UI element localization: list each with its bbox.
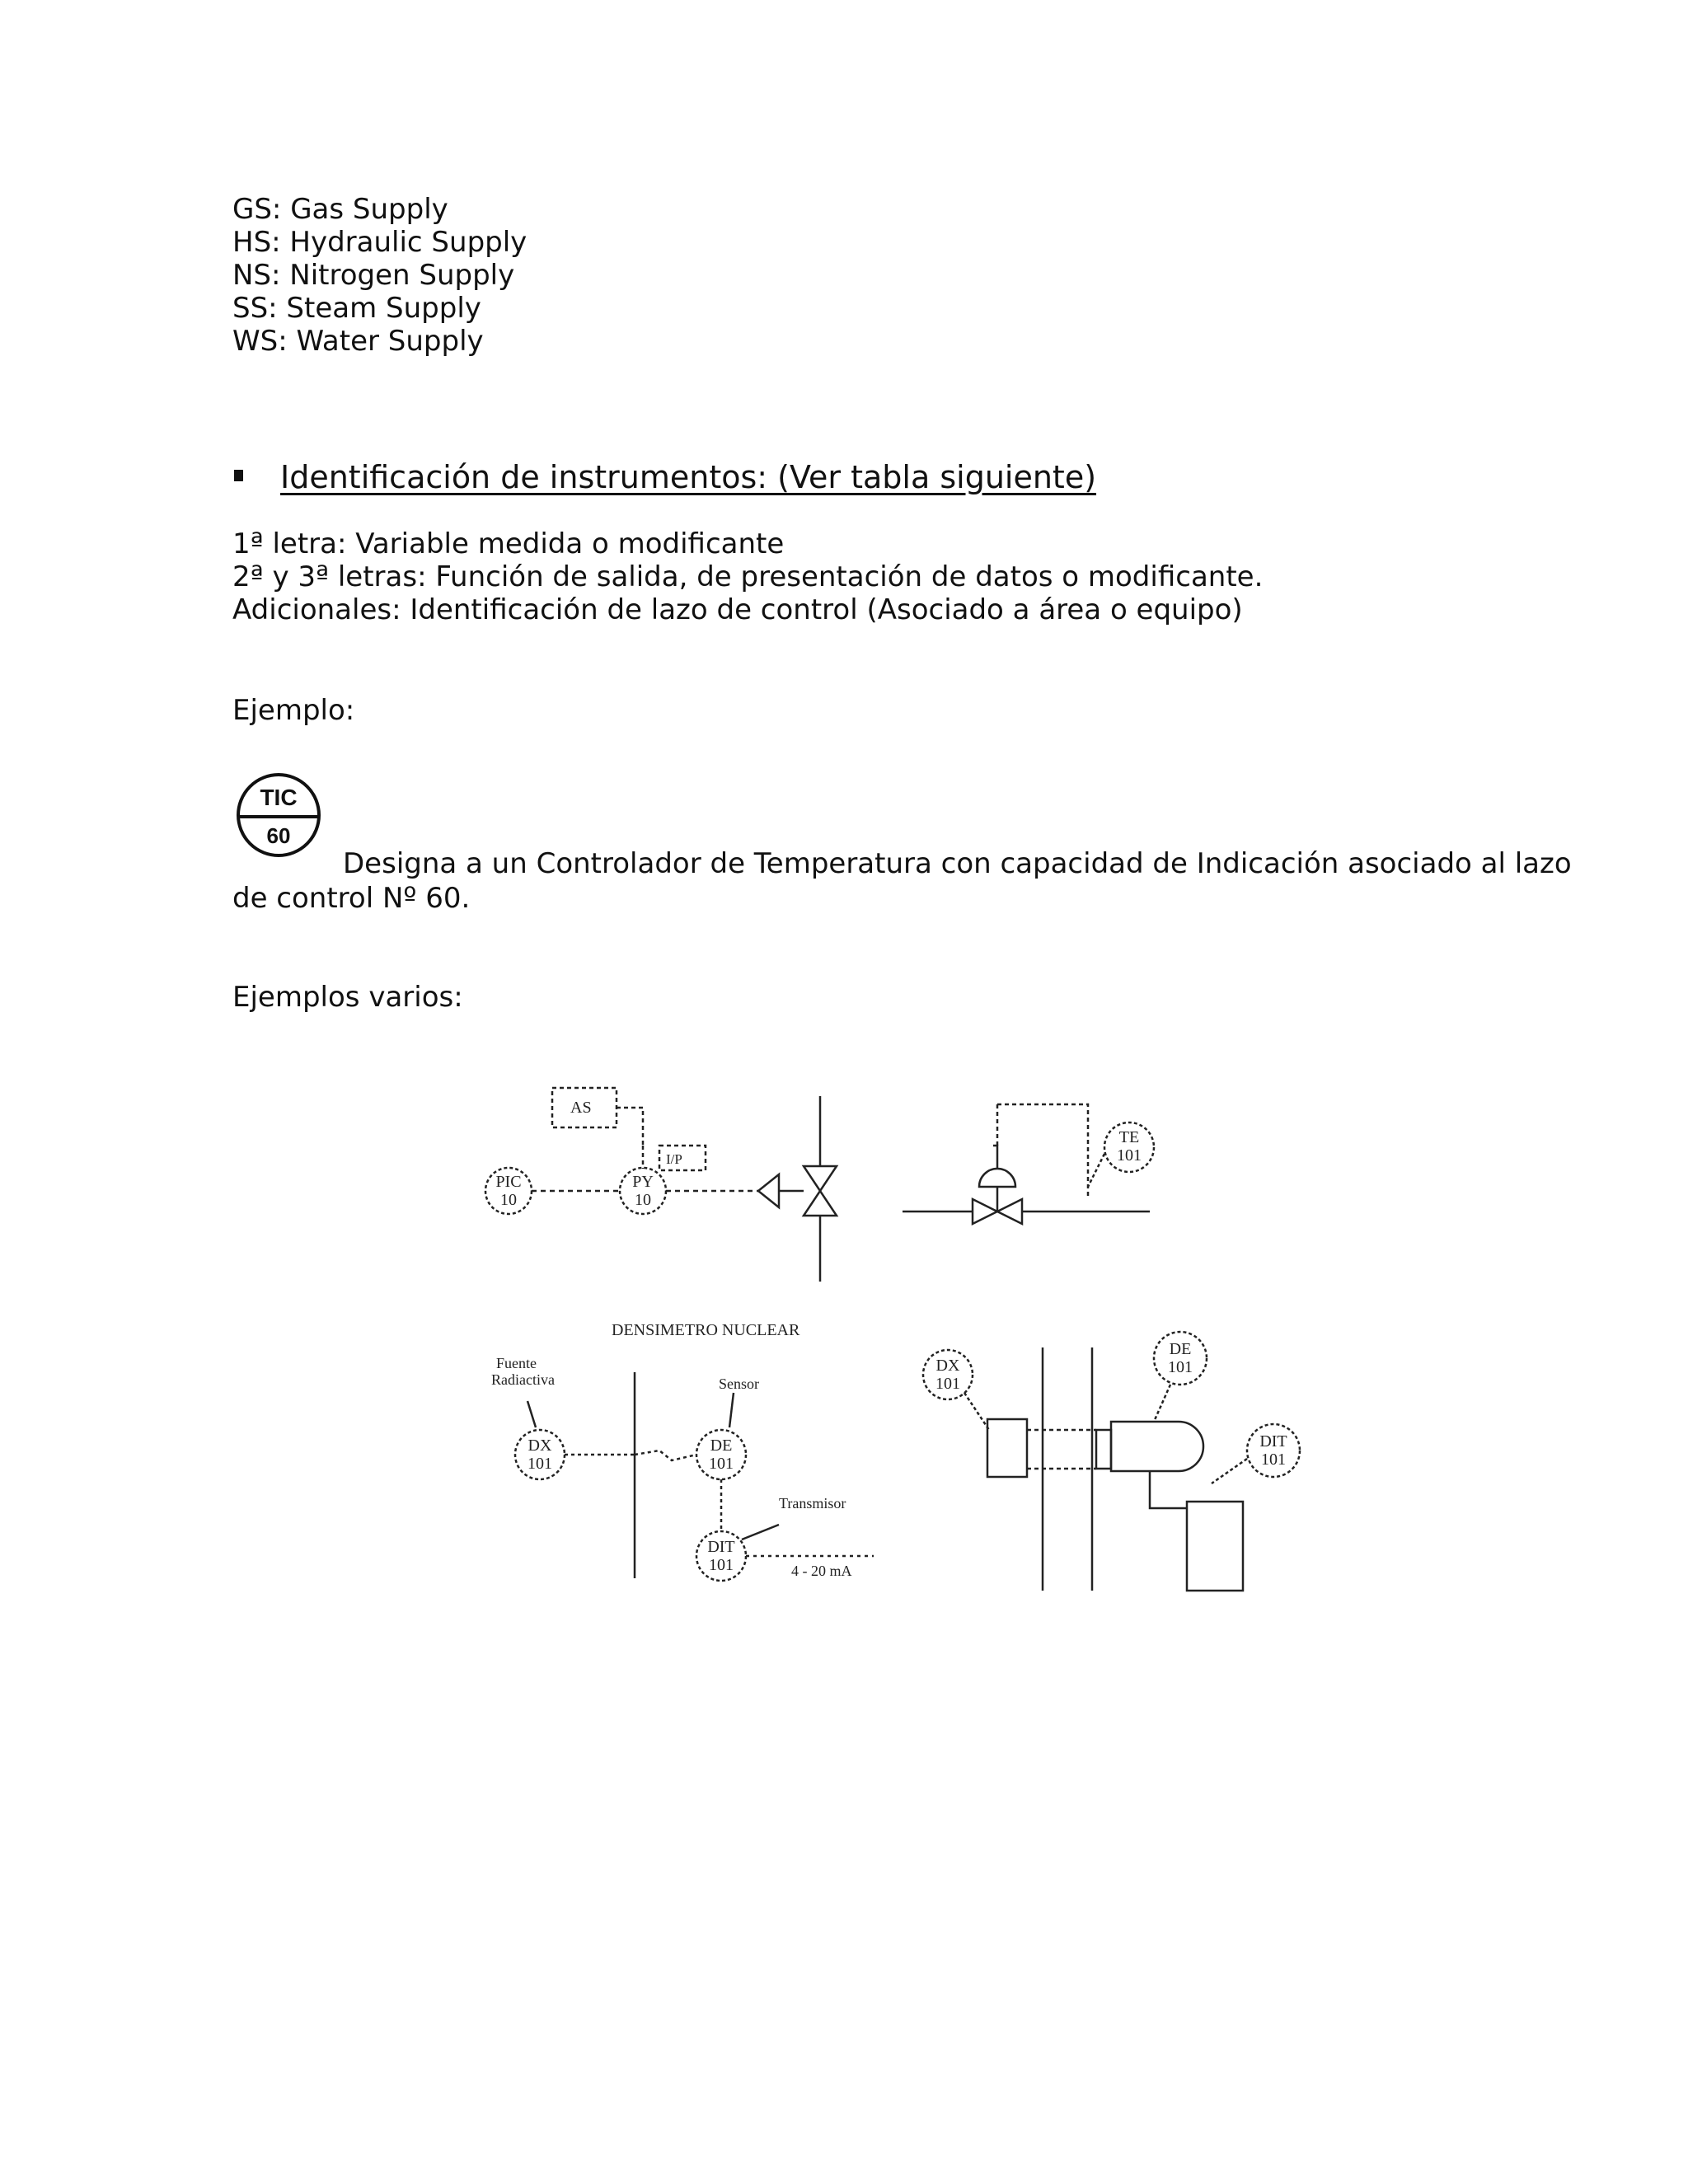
dit-transmitter-box [1187, 1502, 1243, 1591]
transmitter-label: Transmisor [779, 1495, 846, 1511]
letter-rule-1: 1ª letra: Variable medida o modificante [232, 527, 785, 560]
dit-number-right: 101 [1261, 1451, 1286, 1469]
de-number-left: 101 [709, 1455, 734, 1473]
diagram-pressure-loop [485, 1088, 837, 1282]
diaphragm-actuator-icon [979, 1169, 1015, 1187]
dx-tag-right: DX [935, 1357, 960, 1375]
te-tag: TE [1118, 1128, 1140, 1146]
dx-source-box [987, 1419, 1027, 1477]
dit-tag-left: DIT [707, 1538, 735, 1556]
letter-rule-3: Adicionales: Identificación de lazo de control (Asociado a área o equipo) [232, 593, 1243, 626]
de-number-right: 101 [1168, 1358, 1193, 1376]
as-label: AS [570, 1099, 592, 1117]
source-label-2: Radiactiva [491, 1371, 555, 1388]
actuator-icon [758, 1174, 779, 1207]
tic-symbol-bottom: 60 [266, 823, 291, 848]
te-number: 101 [1117, 1146, 1142, 1165]
letter-rule-2: 2ª y 3ª letras: Función de salida, de presentación de datos o modificante. [232, 560, 1264, 593]
diagram-nuclear-densimeter [515, 1372, 874, 1581]
tic-symbol-top: TIC [260, 785, 298, 810]
supply-ws: WS: Water Supply [232, 325, 484, 358]
source-label-1: Fuente [496, 1355, 537, 1371]
examples-label: Ejemplos varios: [232, 981, 463, 1014]
supply-hs: HS: Hydraulic Supply [232, 226, 528, 259]
densimeter-title: DENSIMETRO NUCLEAR [612, 1321, 800, 1339]
sensor-label: Sensor [719, 1376, 759, 1392]
example-description-line2: de control Nº 60. [232, 882, 471, 915]
supply-ss: SS: Steam Supply [232, 292, 481, 325]
diagram-densimeter-installation [923, 1332, 1300, 1591]
signal-label: 4 - 20 mA [791, 1563, 852, 1579]
supply-gs: GS: Gas Supply [232, 193, 448, 226]
dx-number-left: 101 [528, 1455, 552, 1473]
pic-tag: PIC [495, 1173, 522, 1191]
supply-ns: NS: Nitrogen Supply [232, 259, 515, 292]
de-tag-right: DE [1169, 1340, 1192, 1358]
ip-label: I/P [666, 1151, 682, 1167]
example-label: Ejemplo: [232, 694, 355, 727]
dx-tag-left: DX [528, 1436, 552, 1455]
pic-number: 10 [500, 1191, 517, 1209]
de-tag-left: DE [710, 1436, 733, 1455]
dx-number-right: 101 [935, 1375, 960, 1393]
section-heading: Identificación de instrumentos: (Ver tabla siguiente) [280, 459, 1097, 495]
dit-number-left: 101 [709, 1556, 734, 1574]
de-detector-shape [1111, 1422, 1203, 1471]
py-tag: PY [632, 1173, 654, 1191]
example-description-line1: Designa a un Controlador de Temperatura con capacidad de Indicación asociado al lazo [343, 847, 1572, 880]
py-number: 10 [635, 1191, 651, 1209]
dit-tag-right: DIT [1259, 1432, 1287, 1451]
